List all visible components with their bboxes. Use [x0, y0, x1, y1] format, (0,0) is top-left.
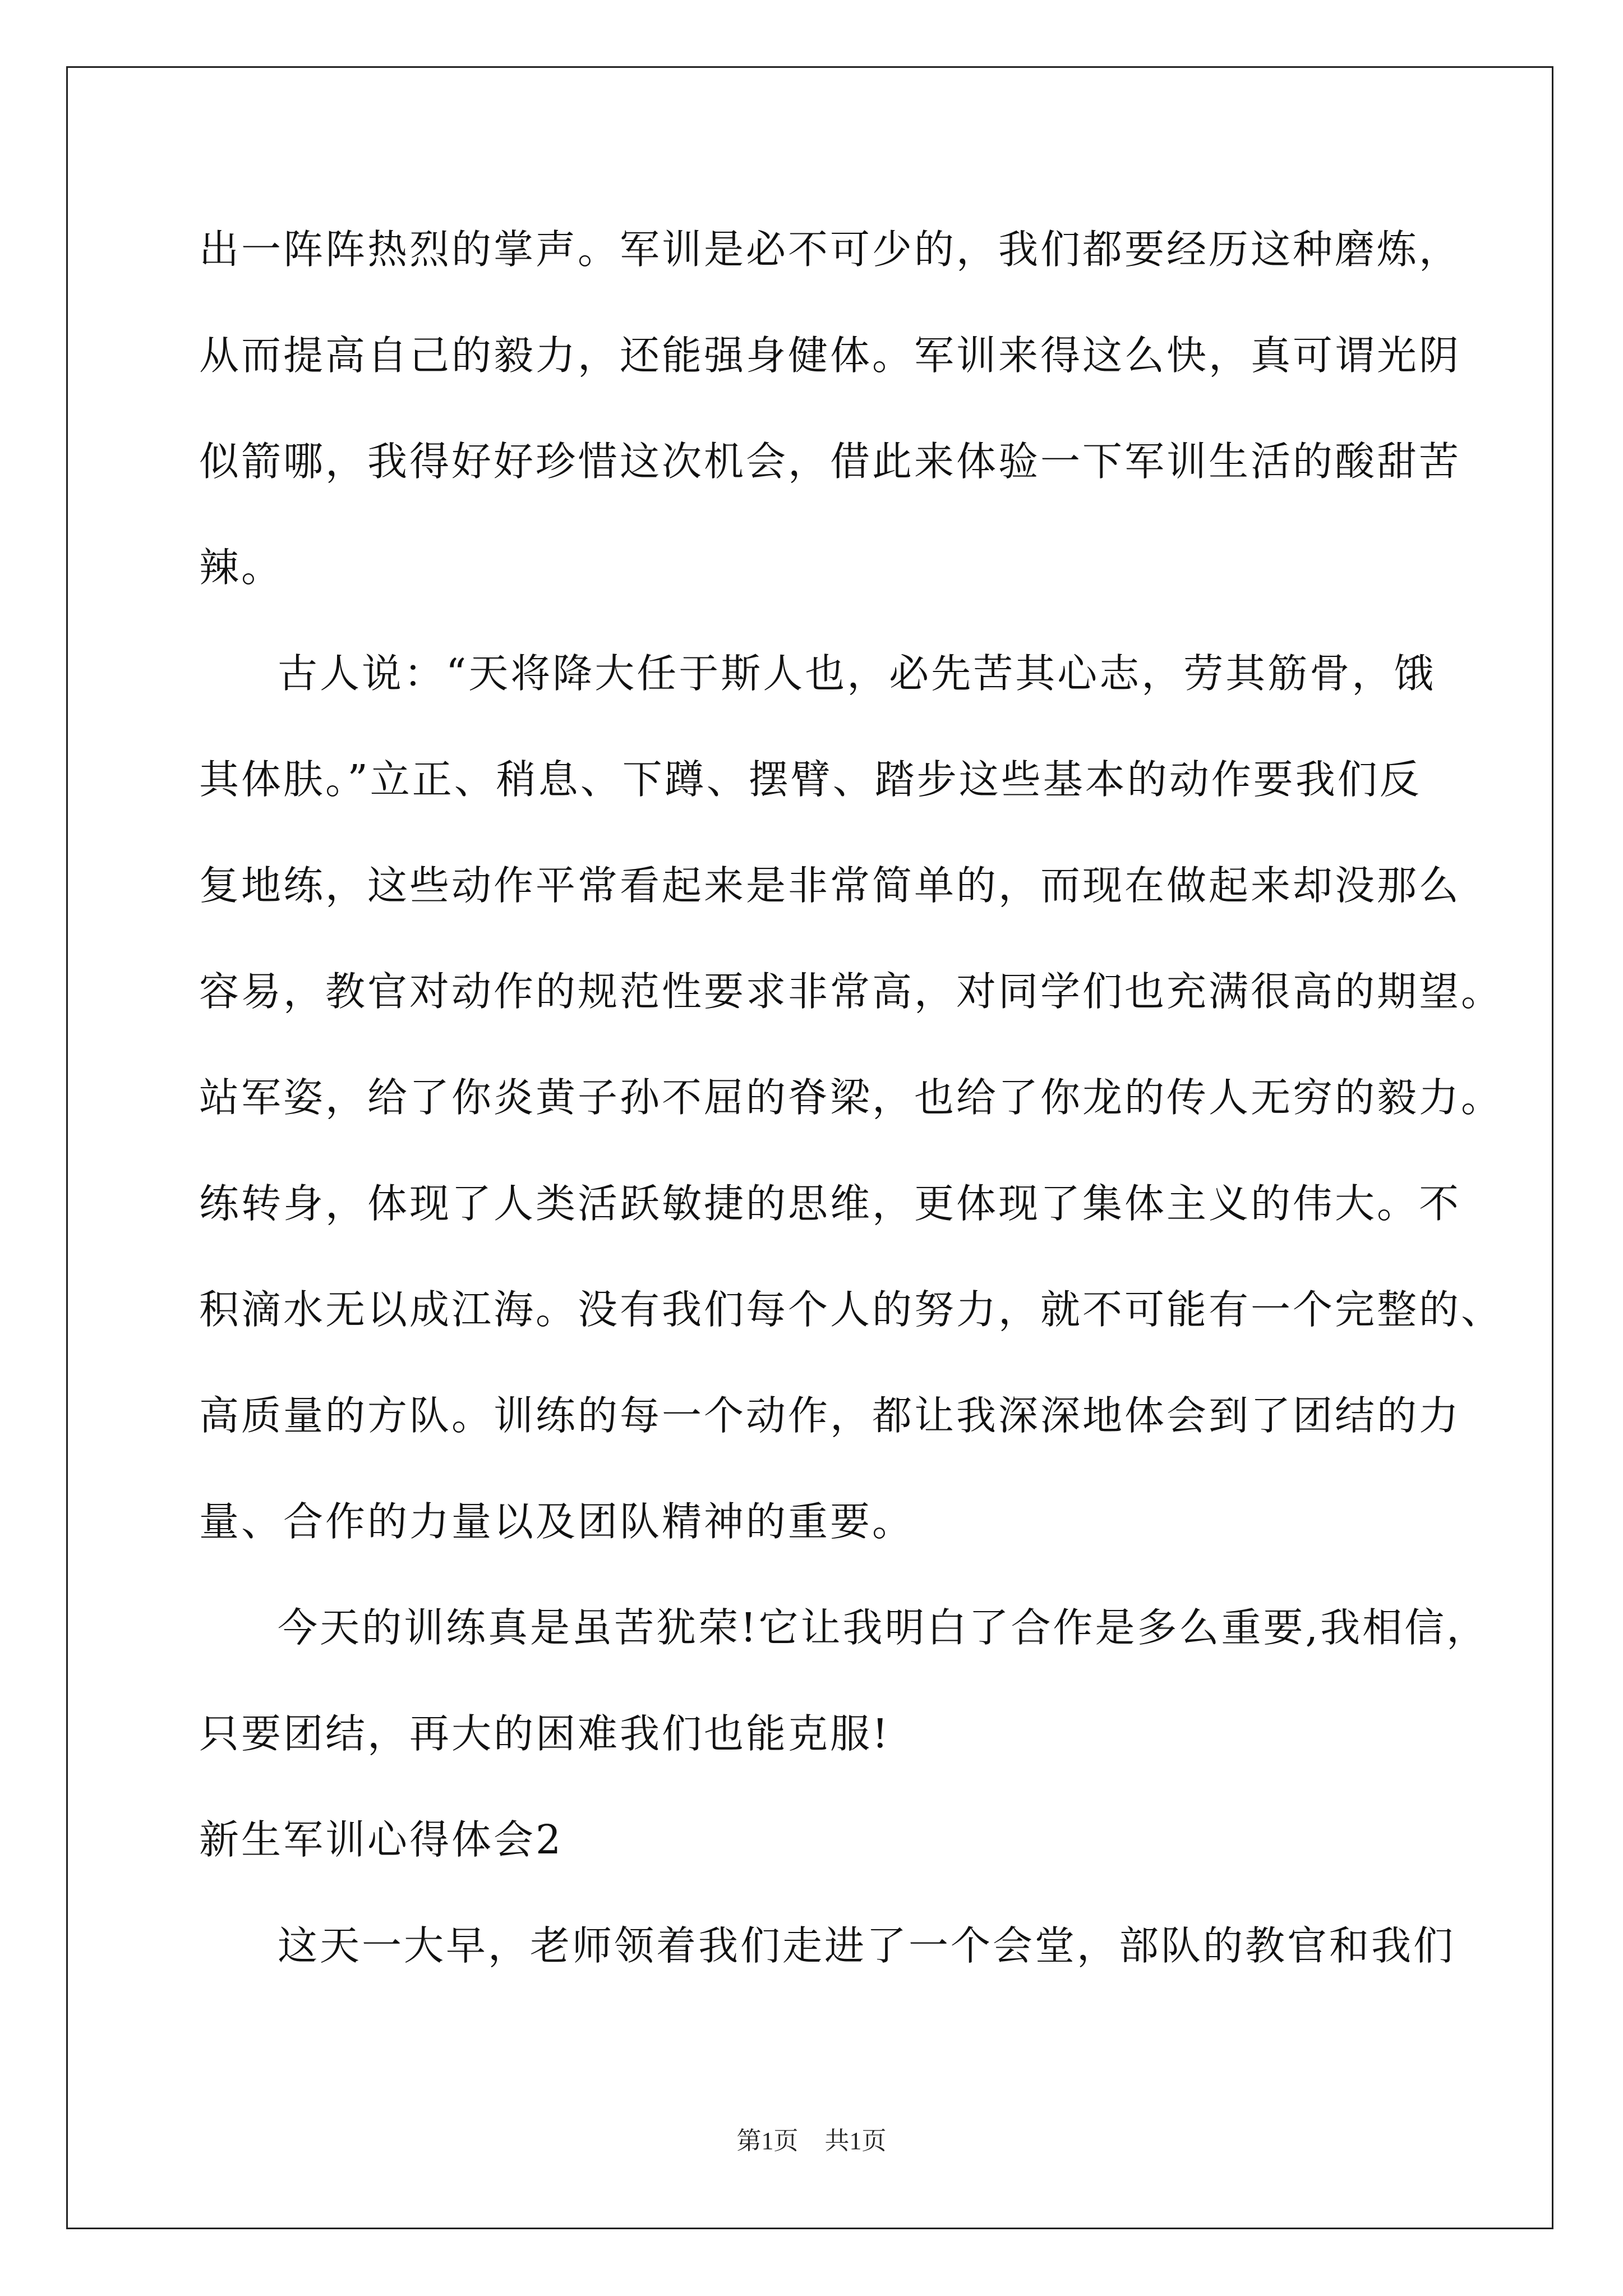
text-line: 只要团结，再大的困难我们也能克服! [199, 1710, 891, 1757]
text-line: 练转身，体现了人类活跃敏捷的思维，更体现了集体主义的伟大。不 [199, 1180, 1461, 1227]
page-footer [0, 2120, 1623, 2156]
text-line: 高质量的方队。训练的每一个动作，都让我深深地体会到了团结的力 [199, 1392, 1461, 1439]
text-line: 站军姿，给了你炎黄子孙不屈的脊梁，也给了你龙的传人无穷的毅力。 [199, 1074, 1504, 1121]
text-line: 积滴水无以成江海。没有我们每个人的努力，就不可能有一个完整的、 [199, 1286, 1504, 1333]
text-line: 古人说：“天将降大任于斯人也，必先苦其心志，劳其筋骨，饿 [278, 650, 1436, 697]
text-line: 量、合作的力量以及团队精神的重要。 [199, 1498, 915, 1545]
text-line: 容易，教官对动作的规范性要求非常高，对同学们也充满很高的期望。 [199, 968, 1504, 1015]
text-line: 复地练，这些动作平常看起来是非常简单的，而现在做起来却没那么 [199, 862, 1461, 909]
text-line: 似箭哪，我得好好珍惜这次机会，借此来体验一下军训生活的酸甜苦 [199, 438, 1461, 485]
text-line: 出一阵阵热烈的掌声。军训是必不可少的，我们都要经历这种磨炼， [199, 226, 1461, 273]
page-total: 共1页 [824, 2127, 887, 2155]
page-number: 第1页 [736, 2127, 799, 2155]
text-line: 这天一大早，老师领着我们走进了一个会堂，部队的教官和我们 [278, 1922, 1456, 1969]
document-body [199, 208, 1504, 2010]
text-line: 今天的训练真是虽苦犹荣!它让我明白了合作是多么重要,我相信， [278, 1604, 1489, 1651]
section-heading: 新生军训心得体会2 [199, 1816, 564, 1863]
text-line: 其体肤。”立正、稍息、下蹲、摆臂、踏步这些基本的动作要我们反 [199, 756, 1422, 803]
text-line: 辣。 [199, 544, 284, 591]
text-line: 从而提高自己的毅力，还能强身健体。军训来得这么快，真可谓光阴 [199, 332, 1461, 379]
